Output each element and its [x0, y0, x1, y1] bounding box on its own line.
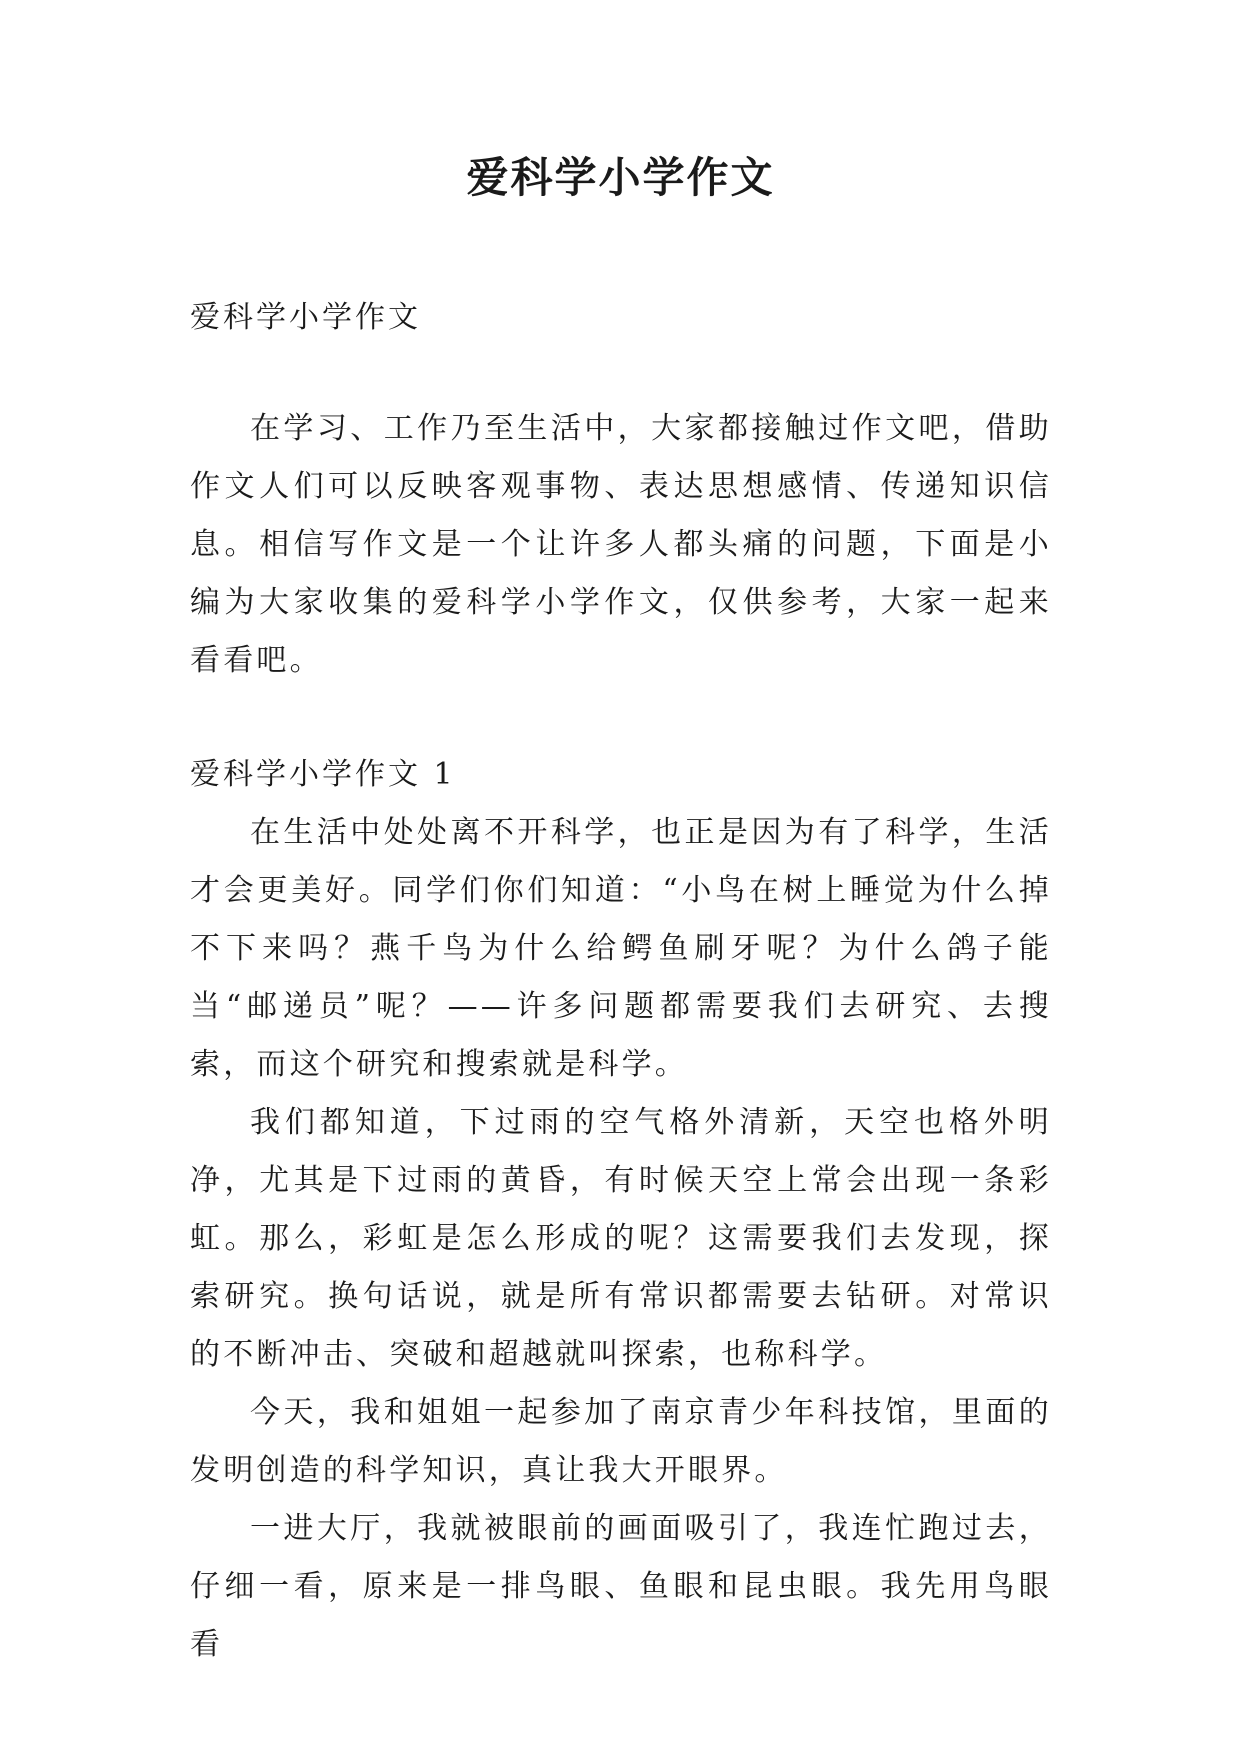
essay-1-paragraph-4: 一进大厅，我就被眼前的画面吸引了，我连忙跑过去，仔细一看，原来是一排鸟眼、鱼眼和昆虫眼。我先用鸟眼看 — [190, 1511, 1052, 1662]
essay-1-paragraph-1: 在生活中处处离不开科学，也正是因为有了科学，生活才会更美好。同学们你们知道：“小鸟在树上睡觉为什么掉不下来吗？燕千鸟为什么给鳄鱼刷牙呢？为什么鸽子能当“邮递员”呢？——许多问题都需要我们去研究、去搜索，而这个研究和搜索就是科学。 — [190, 815, 1052, 1082]
essay-1-paragraph-3: 今天，我和姐姐一起参加了南京青少年科技馆，里面的发明创造的科学知识，真让我大开眼界。 — [190, 1395, 1052, 1488]
essay-1-heading: 爱科学小学作文 1 — [190, 757, 456, 792]
intro-paragraph: 在学习、工作乃至生活中，大家都接触过作文吧，借助作文人们可以反映客观事物、表达思想感情、传递知识信息。相信写作文是一个让许多人都头痛的问题，下面是小编为大家收集的爱科学小学作文，仅供参考，大家一起来看看吧。 — [190, 411, 1052, 678]
essay-1-paragraph-2: 我们都知道，下过雨的空气格外清新，天空也格外明净，尤其是下过雨的黄昏，有时候天空上常会出现一条彩虹。那么，彩虹是怎么形成的呢？这需要我们去发现，探索研究。换句话说，就是所有常识都需要去钻研。对常识的不断冲击、突破和超越就叫探索，也称科学。 — [190, 1105, 1052, 1372]
document-body — [190, 290, 1052, 1674]
page-title: 爱科学小学作文 — [466, 153, 775, 202]
document-subtitle: 爱科学小学作文 — [190, 300, 421, 335]
